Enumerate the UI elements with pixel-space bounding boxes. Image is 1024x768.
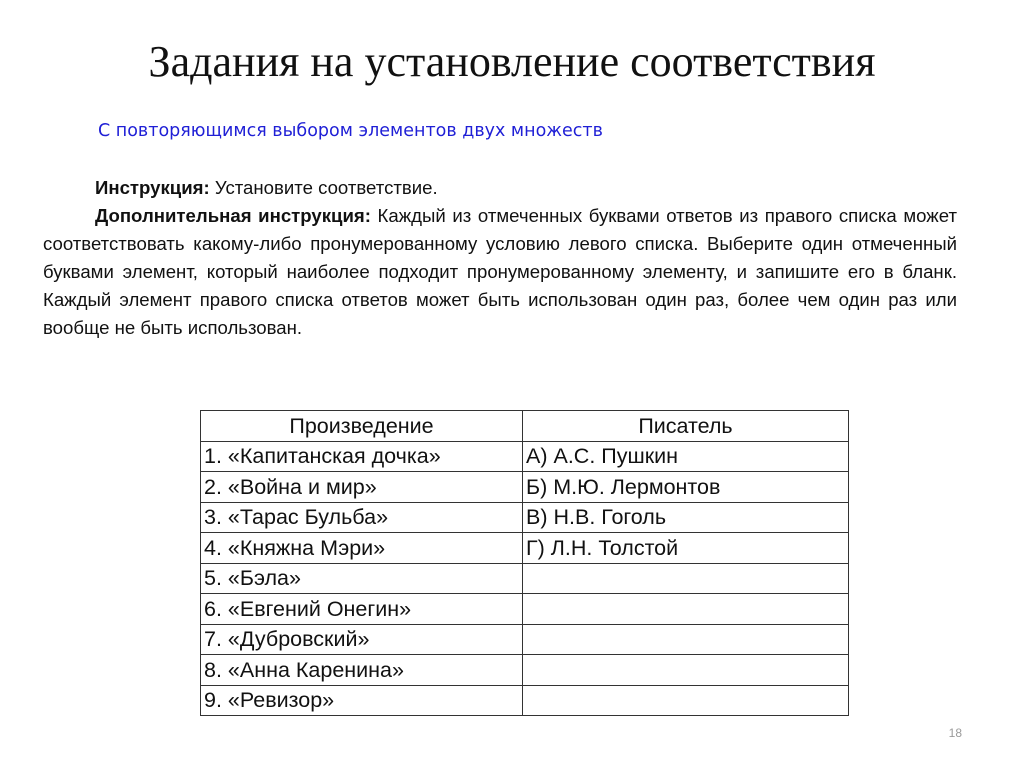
writer-cell: Г) Л.Н. Толстой <box>523 533 849 564</box>
writer-cell <box>523 563 849 594</box>
writer-cell: В) Н.В. Гоголь <box>523 502 849 533</box>
instruction-paragraph <box>43 174 957 202</box>
instruction-label: Инструкция: <box>95 177 210 198</box>
writer-cell <box>523 594 849 625</box>
slide-title: Задания на установление соответствия <box>148 37 876 86</box>
work-cell: 1. «Капитанская дочка» <box>201 441 523 472</box>
table-row <box>201 624 849 655</box>
work-cell: 2. «Война и мир» <box>201 472 523 503</box>
table-header-row <box>201 411 849 442</box>
extra-instruction-label: Дополнительная инструкция: <box>95 205 371 226</box>
work-cell: 5. «Бэла» <box>201 563 523 594</box>
writer-cell <box>523 624 849 655</box>
page-number: 18 <box>948 726 962 740</box>
table-row <box>201 685 849 716</box>
extra-instruction-text: Каждый из отмеченных буквами ответов из правого списка может соответствовать какому-либо пронумерованному условию левого списка. Выберите один отмеченный буквами элемент, который наиболее подходит пронумерованному элементу, и запишите его в бланк. Каждый элемент правого списка ответов может быть использован один раз, более чем один раз или вообще не быть использован. <box>43 205 957 338</box>
writer-cell <box>523 655 849 686</box>
table-row <box>201 502 849 533</box>
extra-instruction-paragraph <box>43 202 957 342</box>
writer-cell: Б) М.Ю. Лермонтов <box>523 472 849 503</box>
instructions <box>43 174 957 342</box>
work-cell: 9. «Ревизор» <box>201 685 523 716</box>
instruction-text: Установите соответствие. <box>209 177 438 198</box>
table-row <box>201 655 849 686</box>
work-cell: 3. «Тарас Бульба» <box>201 502 523 533</box>
work-cell: 8. «Анна Каренина» <box>201 655 523 686</box>
slide-subtitle: С повторяющимся выбором элементов двух множеств <box>98 121 603 141</box>
column-header-work: Произведение <box>201 411 523 442</box>
table-row <box>201 441 849 472</box>
work-cell: 7. «Дубровский» <box>201 624 523 655</box>
table-row <box>201 563 849 594</box>
writer-cell <box>523 685 849 716</box>
work-cell: 6. «Евгений Онегин» <box>201 594 523 625</box>
table-row <box>201 594 849 625</box>
matching-table <box>200 410 849 716</box>
table-row <box>201 472 849 503</box>
work-cell: 4. «Княжна Мэри» <box>201 533 523 564</box>
column-header-writer: Писатель <box>523 411 849 442</box>
writer-cell: А) А.С. Пушкин <box>523 441 849 472</box>
table-row <box>201 533 849 564</box>
